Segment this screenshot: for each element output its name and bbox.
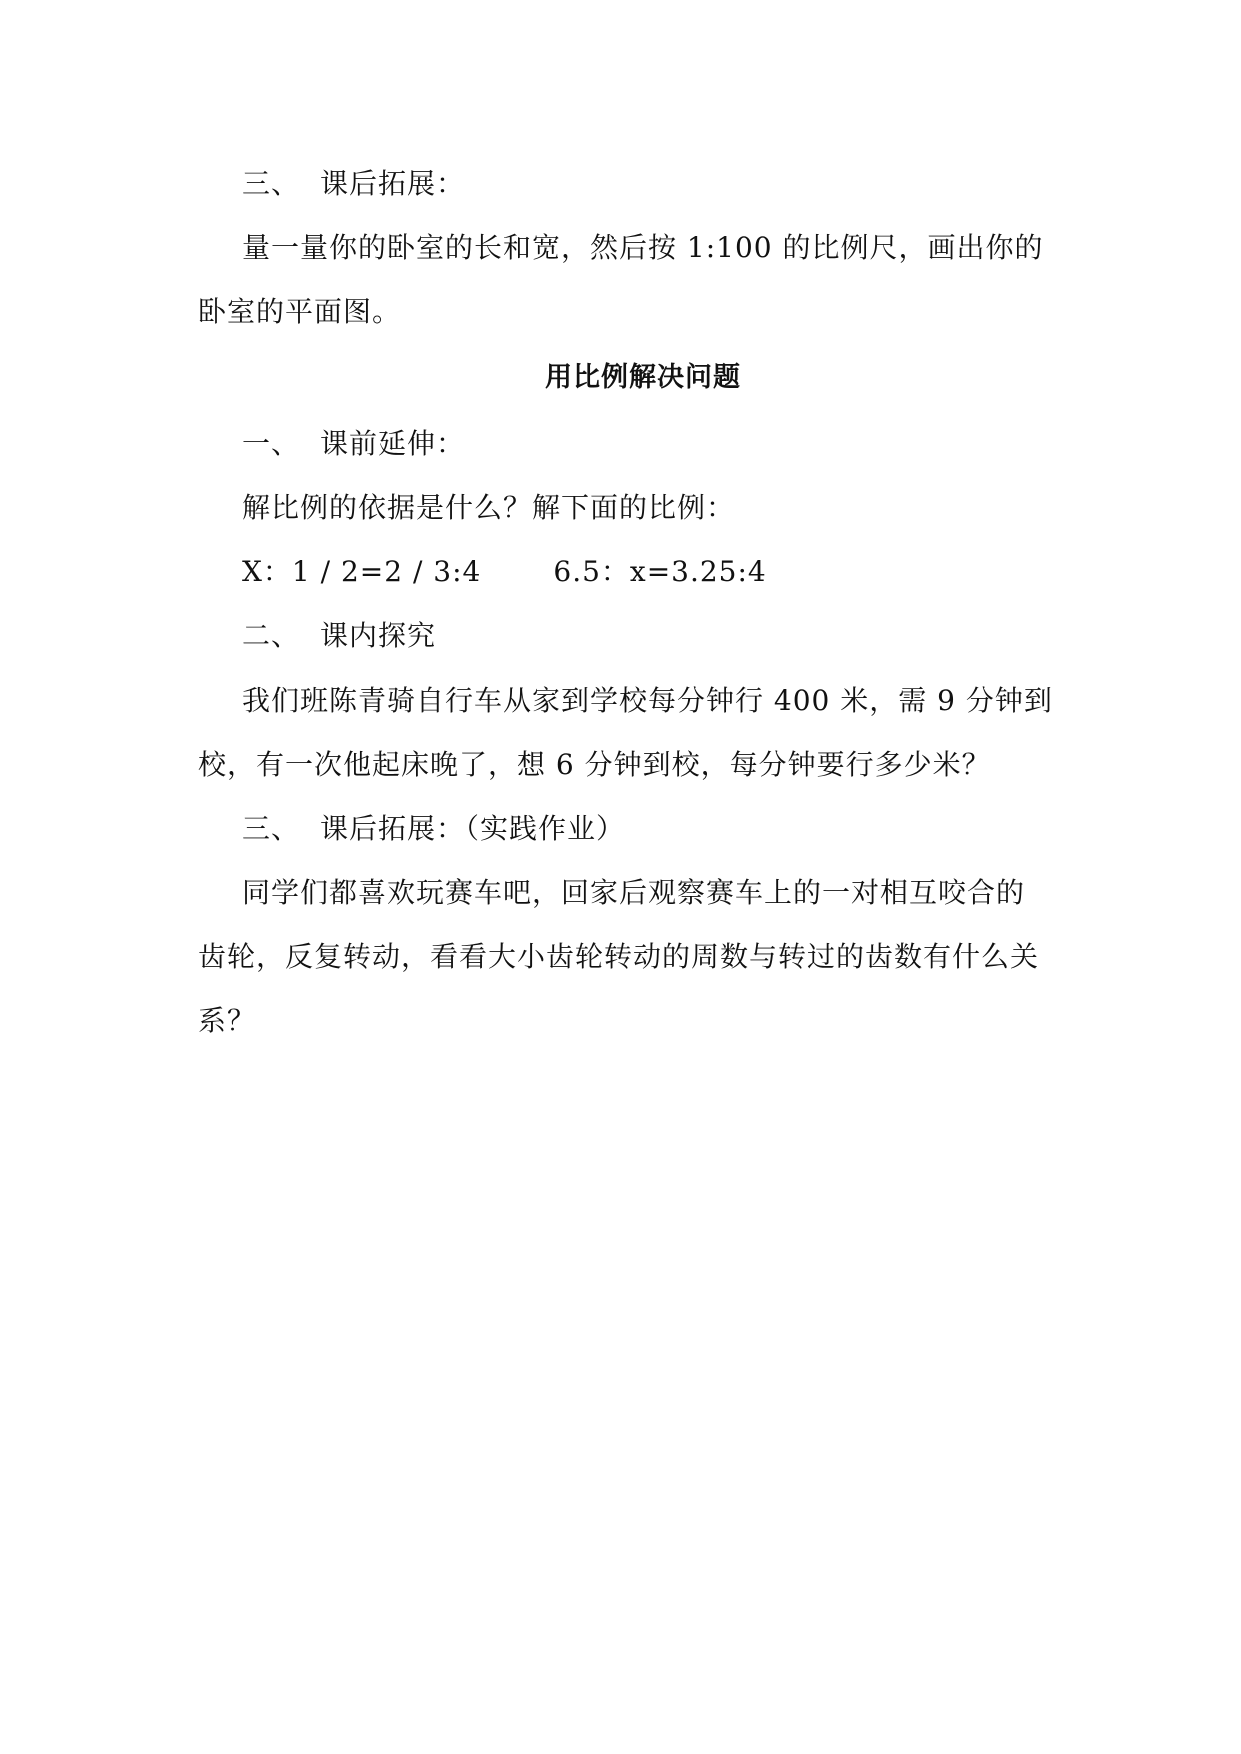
lesson-title: 用比例解决问题 xyxy=(545,362,741,393)
paragraph-line: 卧室的平面图。 xyxy=(198,295,402,328)
paragraph-line: 我们班陈青骑自行车从家到学校每分钟行 400 米，需 9 分钟到 xyxy=(242,684,1053,717)
equation-line xyxy=(242,552,767,592)
equation-1: X：1 / 2=2 / 3:4 xyxy=(242,555,482,588)
section-number: 三、 xyxy=(242,167,301,200)
question-text: 解比例的依据是什么？解下面的比例： xyxy=(242,491,736,524)
section-heading xyxy=(242,424,465,464)
section-heading-text: 课后拓展： xyxy=(320,167,466,200)
section-number: 一、 xyxy=(242,427,301,460)
paragraph-line: 量一量你的卧室的长和宽，然后按 1:100 的比例尺，画出你的 xyxy=(242,231,1044,264)
paragraph-line: 校，有一次他起床晚了，想 6 分钟到校，每分钟要行多少米？ xyxy=(198,748,991,781)
equation-2: 6.5：x=3.25:4 xyxy=(553,555,767,588)
paragraph-line: 同学们都喜欢玩赛车吧，回家后观察赛车上的一对相互咬合的 xyxy=(242,876,1026,909)
section-heading xyxy=(242,616,436,656)
paragraph-line: 系？ xyxy=(198,1004,257,1037)
section-heading xyxy=(242,809,625,849)
section-heading-text: 课后拓展：（实践作业） xyxy=(320,812,626,845)
section-heading-text: 课内探究 xyxy=(320,619,437,652)
section-number: 二、 xyxy=(242,619,301,652)
paragraph-line: 齿轮，反复转动，看看大小齿轮转动的周数与转过的齿数有什么关 xyxy=(198,940,1040,973)
section-heading-text: 课前延伸： xyxy=(320,427,466,460)
section-heading xyxy=(242,164,465,204)
section-number: 三、 xyxy=(242,812,301,845)
